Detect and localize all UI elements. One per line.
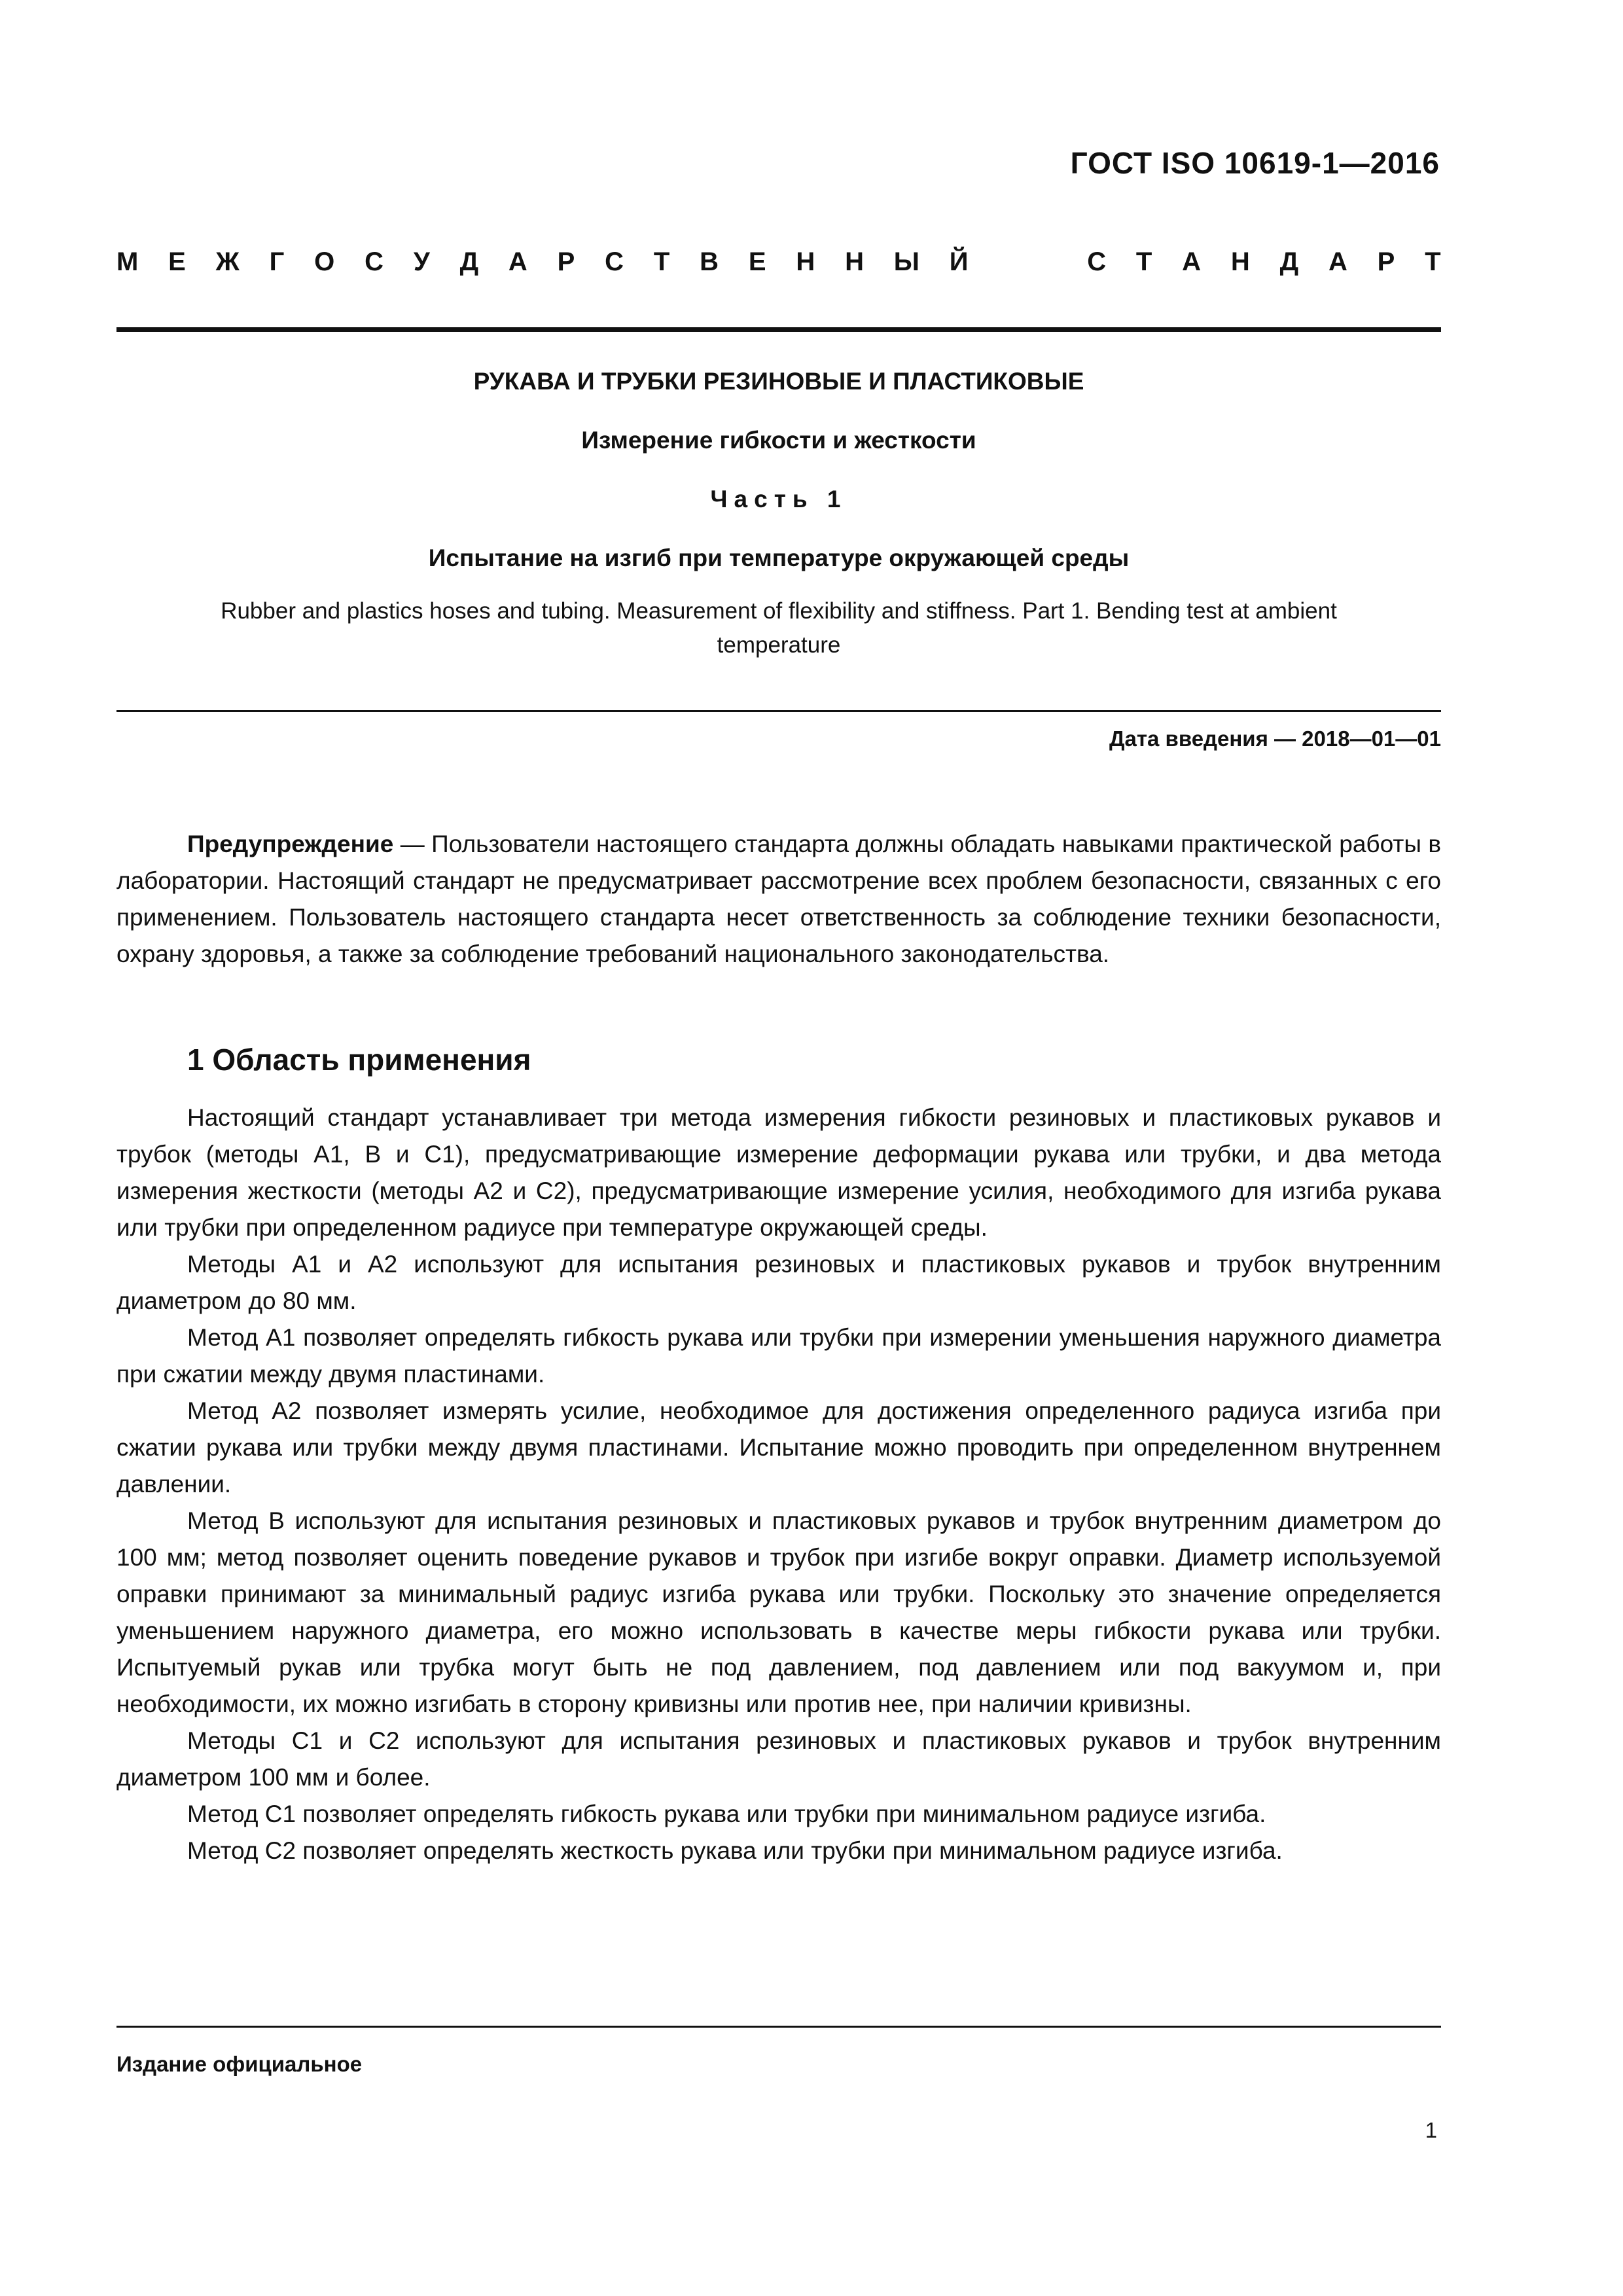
standard-kind-letter: А [508,247,527,276]
standard-kind-letter: А [1182,247,1202,276]
scope-paragraph: Метод С2 позволяет определять жесткость рукава или трубки при минимальном радиусе изгиба. [187,1837,1283,1864]
document-subtitle: Измерение гибкости и жесткости [581,427,976,454]
edition-label: Издание официальное [116,2052,363,2076]
standard-kind-letter: Ы [893,247,919,276]
standard-kind-letter: Е [748,247,766,276]
document-part: Часть 1 [710,486,847,512]
standard-kind-letter: Д [459,247,479,276]
standard-kind-letter: Д [1279,247,1299,276]
standard-kind-letter: У [413,247,430,276]
header-divider [116,327,1441,332]
standard-kind-letter: М [116,247,139,276]
standard-kind-letter: О [314,247,335,276]
standard-kind-letter: Н [796,247,815,276]
warning-lead: Предупреждение [187,831,394,857]
standard-kind-letter: Ж [215,247,240,276]
standard-kind-letter: В [700,247,719,276]
title-divider [116,710,1441,712]
scope-paragraph: Метод В используют для испытания резиновых и пластиковых рукавов и трубок внутренним диаметром до 100 мм; метод позволяет оценить поведение рукавов и трубок при изгибе вокруг оправки. Диаметр используемой оправки принимают за минимальный радиус изгиба рукава или трубки. Поскольку это значение определяется уменьшением наружного диаметра, его можно использовать в качестве меры гибкости рукава или трубки. Испытуемый рукав или трубка могут быть не под давлением, под давлением или под вакуумом и, при необходимости, их можно изгибать в сторону кривизны или против нее, при наличии кривизны. [116,1507,1441,1717]
scope-paragraph: Метод А1 позволяет определять гибкость рукава или трубки при измерении уменьшения наружного диаметра при сжатии между двумя пластинами. [116,1324,1441,1388]
warning-text: — Пользователи настоящего стандарта должны обладать навыками практической работы в лаборатории. Настоящий стандарт не предусматривает рассмотрение всех проблем безопасности, связанных с его применением. Пользователь настоящего стандарта несет ответственность за соблюдение техники безопасности, охрану здоровья, а также за соблюдение требований национального законодательства. [116,831,1441,967]
introduction-date: Дата введения — 2018—01—01 [1109,726,1441,751]
standard-kind-letter: Й [949,247,969,276]
standard-kind-heading [116,247,1441,277]
scope-paragraph: Настоящий стандарт устанавливает три метода измерения гибкости резиновых и пластиковых рукавов и трубок (методы А1, В и С1), предусматривающие измерение деформации рукава или трубки, и два метода измерения жесткости (методы А2 и С2), предусматривающие измерение усилия, необходимого для изгиба рукава или трубки при определенном радиусе при температуре окружающей среды. [116,1104,1441,1241]
english-title: Rubber and plastics hoses and tubing. Measurement of flexibility and stiffness. Part 1. Bending test at ambient temperature [221,598,1337,658]
page-number: 1 [1425,2118,1437,2142]
scope-paragraph: Методы А1 и А2 используют для испытания резиновых и пластиковых рукавов и трубок внутренним диаметром до 80 мм. [116,1251,1441,1314]
section-heading: 1 Область применения [187,1043,531,1077]
word-gap [998,247,1057,277]
document-part-title: Испытание на изгиб при температуре окружающей среды [428,545,1130,571]
title-block [116,368,1441,662]
standard-kind-letter: А [1328,247,1347,276]
standard-kind-letter: Р [557,247,575,276]
document-title: РУКАВА И ТРУБКИ РЕЗИНОВЫЕ И ПЛАСТИКОВЫЕ [473,368,1084,395]
scope-paragraph: Метод А2 позволяет измерять усилие, необходимое для достижения определенного радиуса изгиба при сжатии рукава или трубки между двумя пластинами. Испытание можно проводить при определенном внутреннем давлении. [116,1397,1441,1498]
standard-kind-letter: Н [845,247,864,276]
standard-kind-letter: С [605,247,624,276]
scope-paragraph: Метод С1 позволяет определять гибкость рукава или трубки при минимальном радиусе изгиба. [187,1801,1266,1827]
standard-kind-letter: С [365,247,384,276]
standard-kind-letter: Г [269,247,285,276]
standard-kind-letter: Т [1135,247,1152,276]
footer-divider [116,2026,1441,2028]
scope-section [116,1100,1441,1869]
standard-kind-letter: Р [1377,247,1395,276]
standard-kind-letter: Т [1425,247,1441,276]
standard-kind-letter: С [1087,247,1107,276]
scope-paragraph: Методы С1 и С2 используют для испытания резиновых и пластиковых рукавов и трубок внутренним диаметром 100 мм и более. [116,1727,1441,1791]
standard-kind-letter: Н [1230,247,1250,276]
warning-paragraph [116,826,1441,973]
standard-kind-letter: Т [653,247,670,276]
standard-kind-letter: Е [168,247,186,276]
document-code: ГОСТ ISO 10619-1—2016 [1070,146,1440,180]
